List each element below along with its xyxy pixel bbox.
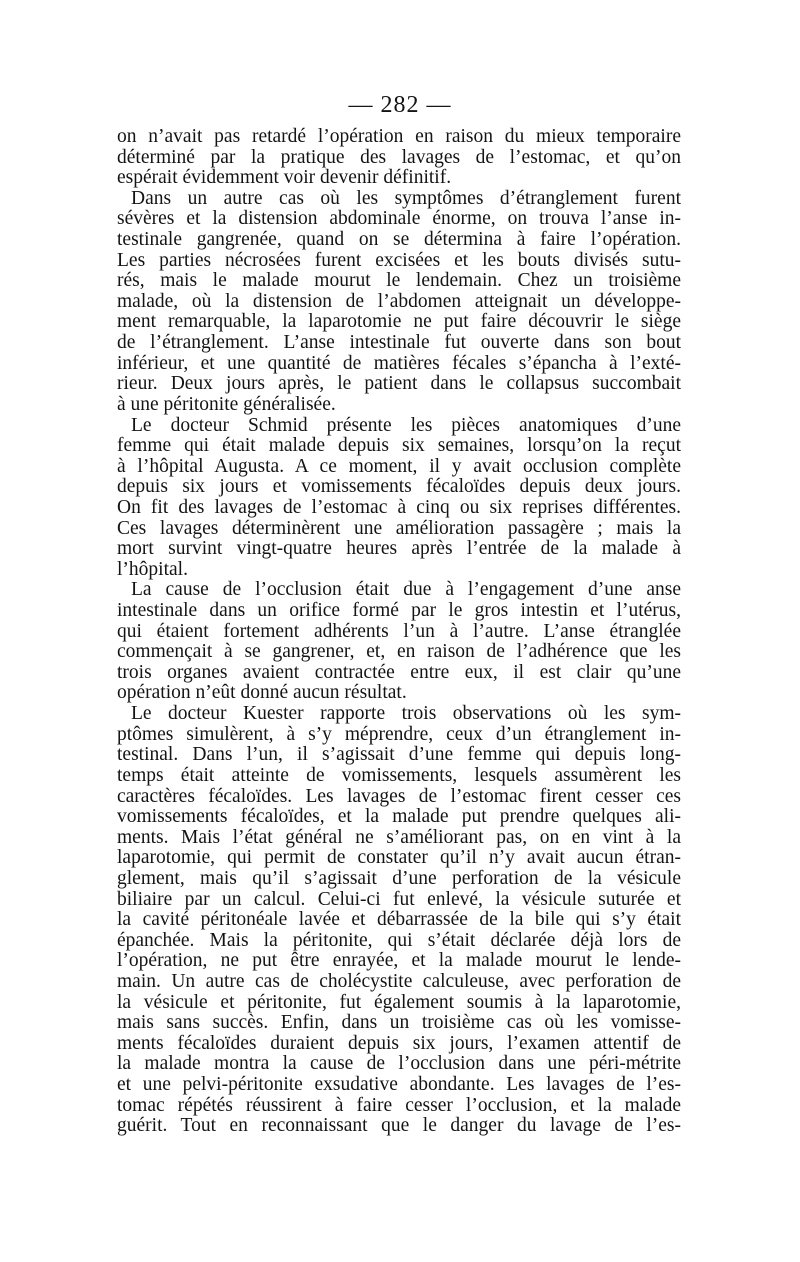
text-line: On fit des lavages de l’estomac à cinq ou six reprises différentes.: [117, 496, 681, 518]
text-line: déterminé par la pratique des lavages de l’estomac, et qu’on: [117, 146, 681, 168]
text-line: testinale gangrenée, quand on se détermina à faire l’opération.: [117, 229, 681, 251]
text-line: Ces lavages déterminèrent une amélioration passagère ; mais la: [117, 517, 681, 539]
text-line: Le docteur Kuester rapporte trois observations où les sym-: [131, 703, 681, 725]
text-line: intestinale dans un orifice formé par le gros intestin et l’utérus,: [117, 600, 681, 622]
body-text: [117, 127, 681, 1137]
text-line: commençait à se gangrener, et, en raison de l’adhérence que les: [117, 641, 681, 663]
text-line: vomissements fécaloïdes, et la malade put prendre quelques ali-: [117, 806, 681, 828]
text-line: la vésicule et péritonite, fut également soumis à la laparotomie,: [117, 991, 681, 1013]
text-line: laparotomie, qui permit de constater qu’il n’y avait aucun étran-: [117, 847, 681, 869]
text-line: malade, où la distension de l’abdomen atteignait un développe-: [117, 290, 681, 312]
text-line: ments fécaloïdes duraient depuis six jours, l’examen attentif de: [117, 1032, 681, 1054]
text-line: biliaire par un calcul. Celui-ci fut enlevé, la vésicule suturée et: [117, 888, 681, 910]
text-line: ptômes simulèrent, à s’y méprendre, ceux d’un étranglement in-: [117, 723, 681, 745]
text-line: la malade montra la cause de l’occlusion dans une péri-métrite: [117, 1053, 681, 1075]
text-line: Le docteur Schmid présente les pièces anatomiques d’une: [131, 414, 681, 436]
text-line: qui étaient fortement adhérents l’un à l’autre. L’anse étranglée: [117, 620, 681, 642]
text-line: et une pelvi-péritonite exsudative abondante. Les lavages de l’es-: [117, 1074, 681, 1096]
text-line: à une péritonite généralisée.: [117, 393, 336, 415]
text-line: espérait évidemment voir devenir définitif.: [117, 167, 452, 189]
text-line: caractères fécaloïdes. Les lavages de l’estomac firent cesser ces: [117, 785, 681, 807]
text-line: l’hôpital.: [117, 558, 188, 580]
page-number: — 282 —: [348, 92, 452, 118]
text-line: mais sans succès. Enfin, dans un troisième cas où les vomisse-: [117, 1012, 681, 1034]
text-line: guérit. Tout en reconnaissant que le danger du lavage de l’es-: [117, 1115, 681, 1137]
text-line: rés, mais le malade mourut le lendemain. Chez un troisième: [117, 270, 681, 292]
text-line: épanchée. Mais la péritonite, qui s’était déclarée déjà lors de: [117, 929, 681, 951]
text-line: l’opération, ne put être enrayée, et la malade mourut le lende-: [117, 950, 681, 972]
text-line: sévères et la distension abdominale énorme, on trouva l’anse in-: [117, 208, 681, 230]
text-line: Les parties nécrosées furent excisées et les bouts divisés sutu-: [117, 249, 681, 271]
text-line: depuis six jours et vomissements fécaloïdes depuis deux jours.: [117, 476, 681, 498]
text-line: à l’hôpital Augusta. A ce moment, il y avait occlusion complète: [117, 455, 681, 477]
text-line: ment remarquable, la laparotomie ne put faire découvrir le siège: [117, 311, 681, 333]
text-line: testinal. Dans l’un, il s’agissait d’une femme qui depuis long-: [117, 744, 681, 766]
text-line: Dans un autre cas où les symptômes d’étranglement furent: [131, 187, 681, 209]
text-line: rieur. Deux jours après, le patient dans le collapsus succombait: [117, 373, 681, 395]
text-line: glement, mais qu’il s’agissait d’une perforation de la vésicule: [117, 867, 681, 889]
text-line: femme qui était malade depuis six semaines, lorsqu’on la reçut: [117, 435, 681, 457]
text-line: main. Un autre cas de cholécystite calculeuse, avec perforation de: [117, 970, 681, 992]
text-line: mort survint vingt-quatre heures après l’entrée de la malade à: [117, 538, 681, 560]
text-line: la cavité péritonéale lavée et débarrassée de la bile qui s’y était: [117, 909, 681, 931]
text-line: temps était atteinte de vomissements, lesquels assumèrent les: [117, 764, 681, 786]
text-line: La cause de l’occlusion était due à l’engagement d’une anse: [131, 579, 681, 601]
text-line: inférieur, et une quantité de matières fécales s’épancha à l’exté-: [117, 352, 681, 374]
text-line: on n’avait pas retardé l’opération en raison du mieux temporaire: [117, 126, 681, 147]
text-line: tomac répétés réussirent à faire cesser l’occlusion, et la malade: [117, 1094, 681, 1116]
text-line: opération n’eût donné aucun résultat.: [117, 682, 407, 704]
text-line: ments. Mais l’état général ne s’améliorant pas, on en vint à la: [117, 826, 681, 848]
text-line: trois organes avaient contractée entre eux, il est clair qu’une: [117, 661, 681, 683]
text-line: de l’étranglement. L’anse intestinale fut ouverte dans son bout: [117, 332, 681, 354]
